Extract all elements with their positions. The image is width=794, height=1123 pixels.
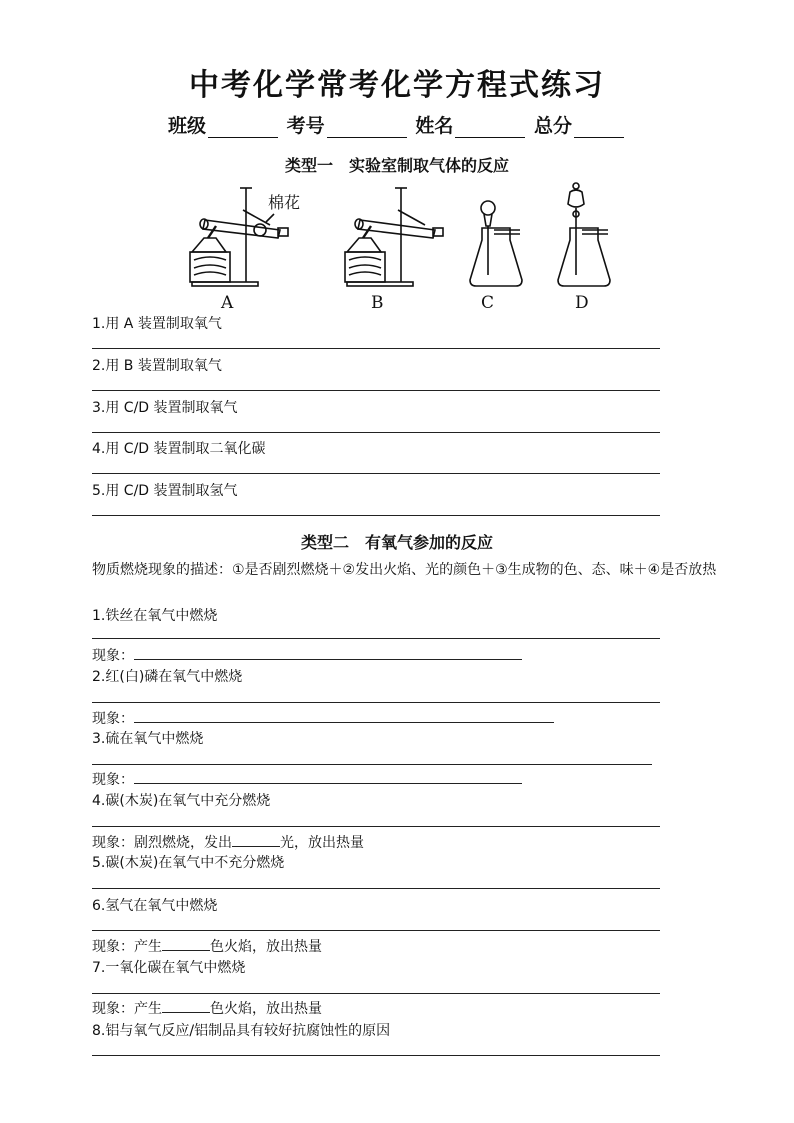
s1-answer-line-2[interactable]: [92, 390, 660, 391]
observation-text: 现象：产生: [92, 1001, 162, 1017]
s2-question-5: 5.碳(木炭)在氧气中不充分燃烧: [92, 855, 285, 871]
s2-observation-6: [92, 936, 322, 956]
s2-question-8: 8.铝与氧气反应/铝制品具有较好抗腐蚀性的原因: [92, 1023, 391, 1039]
observation-text: 现象：产生: [92, 939, 162, 955]
cotton-label: 棉花: [268, 193, 301, 212]
observation-blank[interactable]: [134, 722, 554, 723]
s2-answer-line-2[interactable]: [92, 702, 660, 703]
s2-answer-line-6[interactable]: [92, 930, 660, 931]
s2-observation-7: [92, 998, 322, 1018]
observation-label: 现象：: [92, 648, 134, 664]
s2-answer-line-3[interactable]: [92, 764, 652, 765]
section2-heading: 类型二 有氧气参加的反应: [300, 533, 493, 552]
student-info-row: [0, 111, 794, 138]
apparatus-label-c: C: [481, 293, 495, 313]
s2-observation-1: [92, 645, 522, 665]
apparatus-d-drawing: [558, 183, 610, 286]
score-blank[interactable]: [574, 118, 624, 138]
class-blank[interactable]: [208, 118, 278, 138]
s2-answer-line-7[interactable]: [92, 993, 660, 994]
s2-answer-line-4[interactable]: [92, 826, 660, 827]
s1-question-2: 2.用 B 装置制取氧气: [92, 358, 222, 374]
observation-text-end: 色火焰，放出热量: [210, 1001, 322, 1017]
s2-observation-2: [92, 708, 554, 728]
apparatus-b-drawing: [345, 188, 443, 286]
flame-color-blank[interactable]: [162, 1012, 210, 1013]
s2-question-2: 2.红(白)磷在氧气中燃烧: [92, 669, 243, 685]
s2-question-6: 6.氢气在氧气中燃烧: [92, 898, 218, 914]
observation-blank[interactable]: [134, 783, 522, 784]
s2-question-7: 7.一氧化碳在氧气中燃烧: [92, 960, 246, 976]
s1-question-1: 1.用 A 装置制取氧气: [92, 316, 222, 332]
apparatus-label-b: B: [371, 293, 384, 313]
s1-answer-line-3[interactable]: [92, 432, 660, 433]
s2-answer-line-8[interactable]: [92, 1055, 660, 1056]
number-blank[interactable]: [327, 118, 407, 138]
observation-label: 现象：: [92, 711, 134, 727]
s2-question-4: 4.碳(木炭)在氧气中充分燃烧: [92, 793, 271, 809]
observation-blank[interactable]: [134, 659, 522, 660]
name-blank[interactable]: [455, 118, 525, 138]
apparatus-label-d: D: [575, 293, 589, 313]
section1-heading: 类型一 实验室制取气体的反应: [284, 156, 509, 175]
s1-question-3: 3.用 C/D 装置制取氧气: [92, 400, 238, 416]
s1-question-5: 5.用 C/D 装置制取氢气: [92, 483, 238, 499]
score-label: 总分: [533, 115, 572, 137]
s2-answer-line-1[interactable]: [92, 638, 660, 639]
flame-color-blank[interactable]: [162, 950, 210, 951]
s2-question-1: 1.铁丝在氧气中燃烧: [92, 608, 218, 624]
s2-answer-line-5[interactable]: [92, 888, 660, 889]
s1-answer-line-1[interactable]: [92, 348, 660, 349]
name-label: 姓名: [415, 115, 454, 137]
s1-answer-line-4[interactable]: [92, 473, 660, 474]
s1-answer-line-5[interactable]: [92, 515, 660, 516]
s1-question-4: 4.用 C/D 装置制取二氧化碳: [92, 441, 266, 457]
observation-text-end: 色火焰，放出热量: [210, 939, 322, 955]
apparatus-c-drawing: [470, 201, 522, 286]
section2-intro: 物质燃烧现象的描述：①是否剧烈燃烧＋②发出火焰、光的颜色＋③生成物的色、态、味＋④是否放热: [92, 562, 717, 578]
light-color-blank[interactable]: [232, 846, 280, 847]
s2-observation-3: [92, 769, 522, 789]
s2-observation-4: [92, 832, 364, 852]
number-label: 考号: [286, 115, 325, 137]
class-label: 班级: [168, 115, 207, 137]
apparatus-figure: [180, 180, 620, 315]
page-title: 中考化学常考化学方程式练习: [189, 68, 605, 103]
observation-text-end: 光，放出热量: [280, 835, 364, 851]
apparatus-label-a: A: [221, 293, 234, 313]
observation-label: 现象：: [92, 772, 134, 788]
s2-question-3: 3.硫在氧气中燃烧: [92, 731, 204, 747]
observation-text: 现象：剧烈燃烧，发出: [92, 835, 232, 851]
